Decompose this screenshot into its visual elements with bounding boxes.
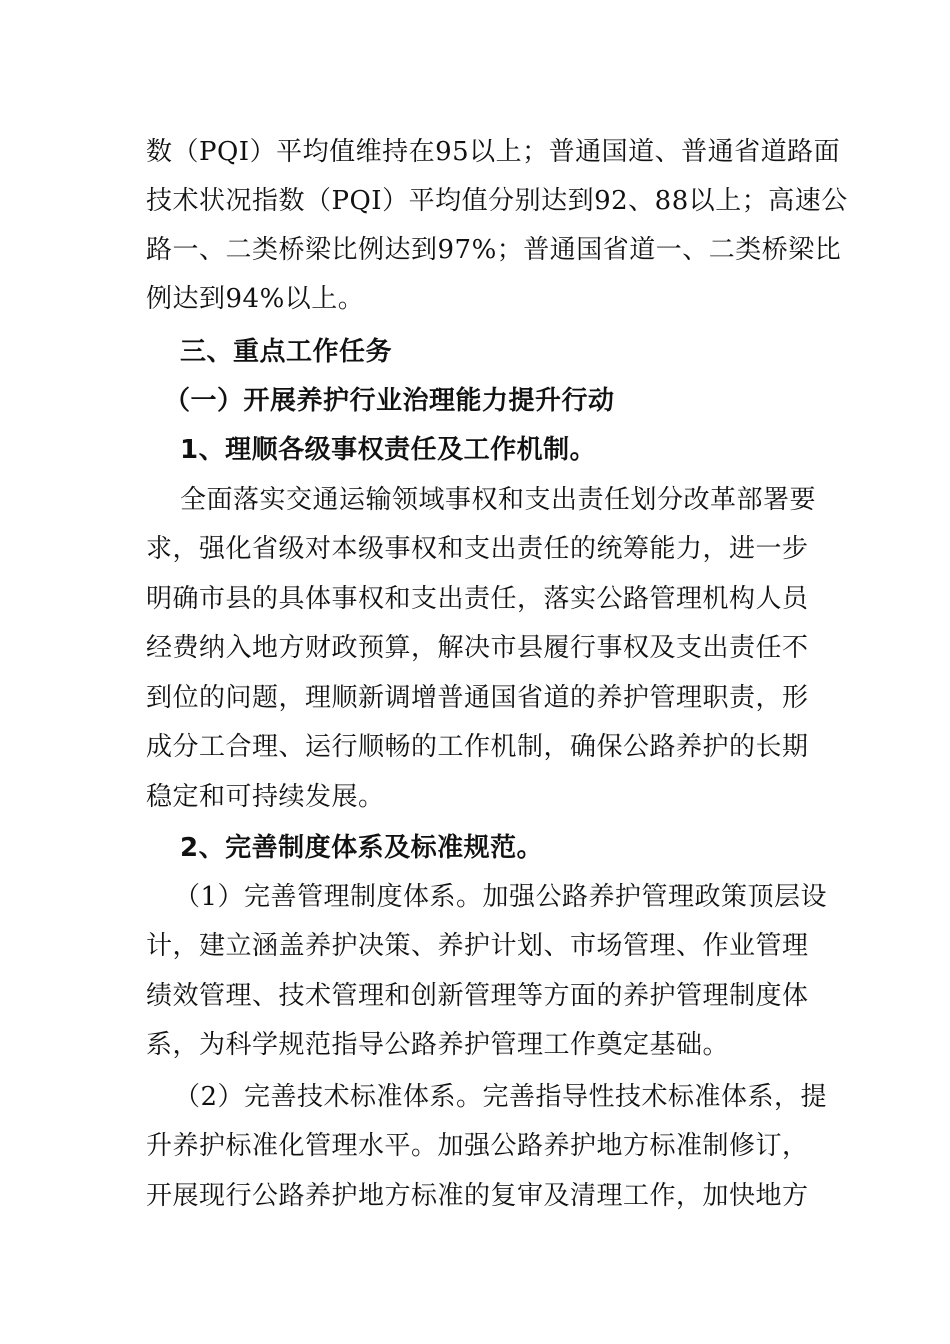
item1-line-3: 明确市县的具体事权和支出责任，落实公路管理机构人员	[146, 584, 809, 614]
item1-line-2: 求，强化省级对本级事权和支出责任的统筹能力，进一步	[146, 534, 809, 564]
intro-line-2: 技术状况指数（PQI）平均值分别达到92、88以上；高速公	[146, 186, 848, 216]
item2-para2-line-3: 开展现行公路养护地方标准的复审及清理工作，加快地方	[146, 1181, 809, 1211]
item1-line-4: 经费纳入地方财政预算，解决市县履行事权及支出责任不	[146, 633, 809, 663]
item2-para2-line-2: 升养护标准化管理水平。加强公路养护地方标准制修订，	[146, 1131, 809, 1161]
item1-line-7: 稳定和可持续发展。	[146, 782, 385, 812]
item2-para1-line-3: 绩效管理、技术管理和创新管理等方面的养护管理制度体	[146, 981, 809, 1011]
intro-line-4: 例达到94%以上。	[146, 284, 365, 314]
subsection-heading: （一）开展养护行业治理能力提升行动	[164, 386, 615, 416]
item2-para1-line-2: 计，建立涵盖养护决策、养护计划、市场管理、作业管理	[146, 931, 809, 961]
item2-para1-line-1: （1）完善管理制度体系。加强公路养护管理政策顶层设	[174, 882, 828, 912]
item2-para1-line-4: 系，为科学规范指导公路养护管理工作奠定基础。	[146, 1030, 730, 1060]
item1-line-5: 到位的问题，理顺新调增普通国省道的养护管理职责，形	[146, 683, 809, 713]
item2-para2-line-1: （2）完善技术标准体系。完善指导性技术标准体系，提	[174, 1082, 828, 1112]
section-heading: 三、重点工作任务	[180, 337, 393, 367]
item1-line-6: 成分工合理、运行顺畅的工作机制，确保公路养护的长期	[146, 732, 809, 762]
intro-line-1: 数（PQI）平均值维持在95以上；普通国道、普通省道路面	[146, 137, 841, 167]
item1-title: 1、理顺各级事权责任及工作机制。	[180, 435, 597, 465]
item2-title: 2、完善制度体系及标准规范。	[180, 833, 544, 863]
intro-line-3: 路一、二类桥梁比例达到97%；普通国省道一、二类桥梁比	[146, 235, 842, 265]
item1-line-1: 全面落实交通运输领域事权和支出责任划分改革部署要	[180, 485, 817, 515]
